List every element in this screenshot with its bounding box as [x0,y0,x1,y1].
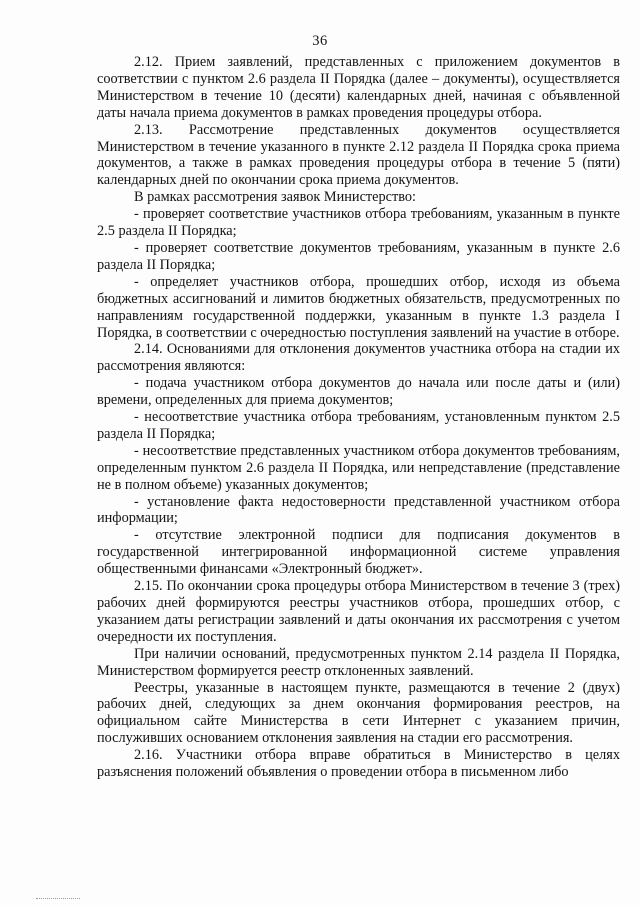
list-item-check-participants: - проверяет соответствие участников отбора требованиям, указанным в пункте 2.5 раздела II Порядка; [97,206,620,240]
list-item-document-mismatch: - несоответствие представленных участником отбора документов требованиям, определенным пунктом 2.6 раздела II Порядка, или непредставление (представление не в полном объеме) указанных документов; [97,442,620,493]
paragraph-rejected-register: При наличии оснований, предусмотренных пунктом 2.14 раздела II Порядка, Министерством формируется реестр отклоненных заявлений. [97,645,620,679]
paragraph-2-14: 2.14. Основаниями для отклонения документов участника отбора на стадии их рассмотрения являются: [97,341,620,375]
list-item-false-information: - установление факта недостоверности представленной участником отбора информации; [97,493,620,527]
list-item-check-documents: - проверяет соответствие документов требованиям, указанным в пункте 2.6 раздела II Порядка; [97,239,620,273]
list-item-participant-mismatch: - несоответствие участника отбора требованиям, установленным пунктом 2.5 раздела II Порядка; [97,409,620,442]
paragraph-2-13: 2.13. Рассмотрение представленных документов осуществляется Министерством в течение указанного в пункте 2.12 раздела II Порядка срока приема документов, а также в рамках проведения процедуры отбора в течение 5 (пяти) календарных дней по окончании срока приема документов. [97,121,620,189]
scan-artifact-line [36,898,80,900]
paragraph-review-intro: В рамках рассмотрения заявок Министерство: [134,189,417,206]
document-body [97,54,620,781]
paragraph-2-15: 2.15. По окончании срока процедуры отбора Министерством в течение 3 (трех) рабочих дней формируются реестры участников отбора, прошедших отбор, с указанием даты регистрации заявлений и даты окончания их рассмотрения с учетом очередности их поступления. [97,578,620,645]
list-item-no-signature: - отсутствие электронной подписи для подписания документов в государственной интегрированной информационной системе управления общественными финансами «Электронный бюджет». [97,527,620,578]
page-number: 36 [312,33,328,49]
paragraph-register-publication: Реестры, указанные в настоящем пункте, размещаются в течение 2 (двух) рабочих дней, следующих за днем окончания формирования реестров, на официальном сайте Министерства в сети Интернет с указанием причин, послуживших основанием отклонения заявления на стадии его рассмотрения. [97,679,620,747]
paragraph-2-12: 2.12. Прием заявлений, представленных с приложением документов в соответствии с пунктом 2.6 раздела II Порядка (далее – документы), осуществляется Министерством в течение 10 (десяти) календарных дней, начиная с объявленной даты начала приема документов в рамках проведения процедуры отбора. [97,54,620,121]
list-item-submission-timing: - подача участником отбора документов до начала или после даты и (или) времени, определенных для приема документов; [97,375,620,409]
paragraph-2-16: 2.16. Участники отбора вправе обратиться в Министерство в целях разъяснения положений объявления о проведении отбора в письменном либо [97,747,620,781]
list-item-determine-participants: - определяет участников отбора, прошедших отбор, исходя из объема бюджетных ассигнований и лимитов бюджетных обязательств, предусмотренных по направлениям государственной поддержки, указанным в пункте 1.3 раздела I Порядка, в соответствии с очередностью поступления заявлений на участие в отборе. [97,273,620,341]
